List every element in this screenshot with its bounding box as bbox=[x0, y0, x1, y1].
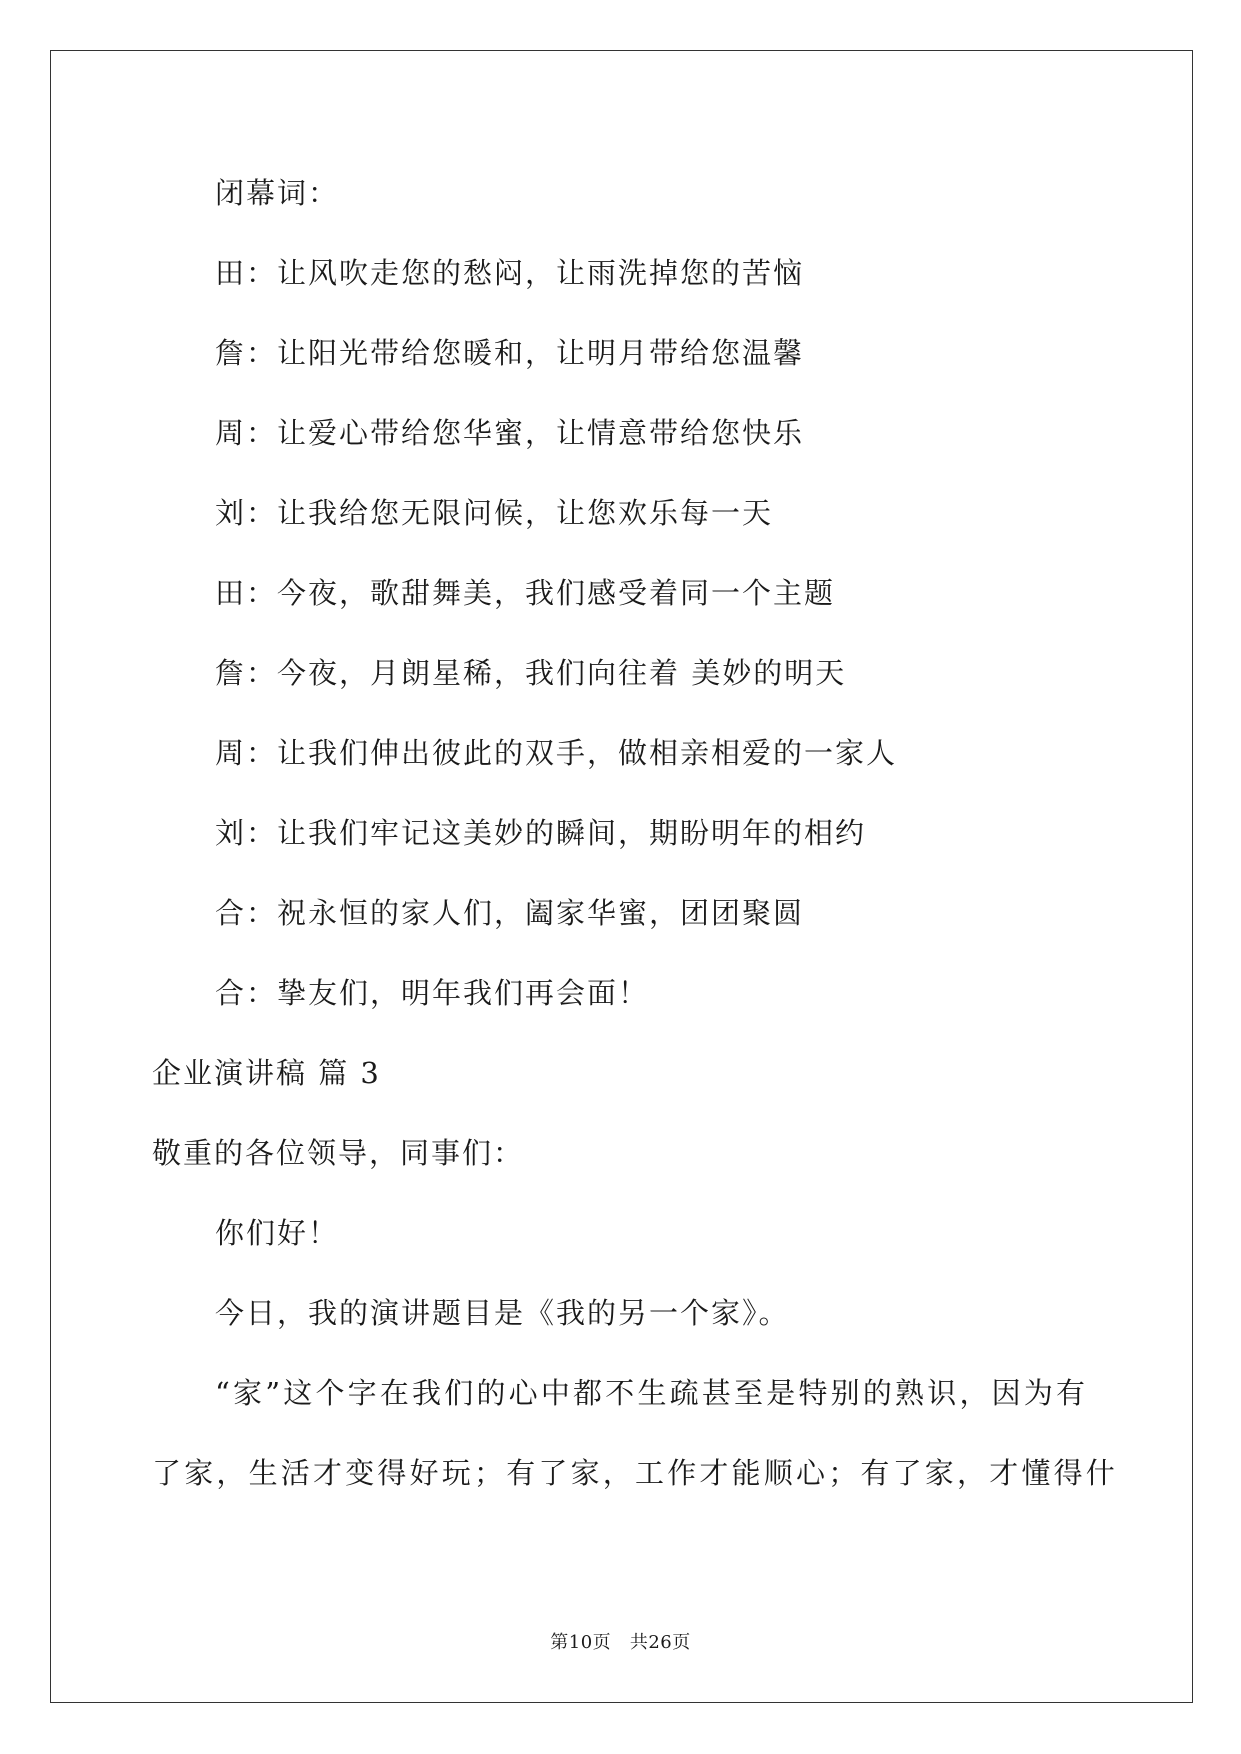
paragraph-line: 了家，生活才变得好玩；有了家，工作才能顺心；有了家，才懂得什 bbox=[152, 1456, 1119, 1490]
dialogue-line: 田：让风吹走您的愁闷，让雨洗掉您的苦恼 bbox=[215, 256, 805, 290]
footer-page-number: 10 bbox=[568, 1632, 593, 1653]
paragraph-line: 今日，我的演讲题目是《我的另一个家》。 bbox=[215, 1296, 790, 1330]
greeting: 你们好！ bbox=[215, 1216, 340, 1250]
page-footer bbox=[0, 1632, 1241, 1654]
dialogue-line: 田：今夜，歌甜舞美，我们感受着同一个主题 bbox=[215, 576, 836, 610]
dialogue-line: 詹：让阳光带给您暖和，让明月带给您温馨 bbox=[215, 336, 805, 370]
footer-mid: 页 共 bbox=[592, 1632, 649, 1653]
salutation: 敬重的各位领导，同事们： bbox=[152, 1136, 525, 1170]
dialogue-line: 刘：让我们牢记这美妙的瞬间，期盼明年的相约 bbox=[215, 816, 867, 850]
footer-suffix: 页 bbox=[672, 1632, 691, 1653]
paragraph-line: “家”这个字在我们的心中都不生疏甚至是特别的熟识，因为有 bbox=[215, 1376, 1089, 1410]
dialogue-line: 合：挚友们，明年我们再会面！ bbox=[215, 976, 650, 1010]
dialogue-line: 周：让我们伸出彼此的双手，做相亲相爱的一家人 bbox=[215, 736, 898, 770]
footer-total-pages: 26 bbox=[648, 1632, 673, 1653]
dialogue-line: 刘：让我给您无限问候，让您欢乐每一天 bbox=[215, 496, 774, 530]
dialogue-line: 合：祝永恒的家人们，阖家华蜜，团团聚圆 bbox=[215, 896, 805, 930]
dialogue-line: 詹：今夜，月朗星稀，我们向往着 美妙的明天 bbox=[215, 656, 847, 690]
footer-prefix: 第 bbox=[550, 1632, 569, 1653]
section-heading: 企业演讲稿 篇 3 bbox=[152, 1056, 381, 1090]
heading-closing-speech: 闭幕词： bbox=[215, 176, 340, 210]
dialogue-line: 周：让爱心带给您华蜜，让情意带给您快乐 bbox=[215, 416, 805, 450]
